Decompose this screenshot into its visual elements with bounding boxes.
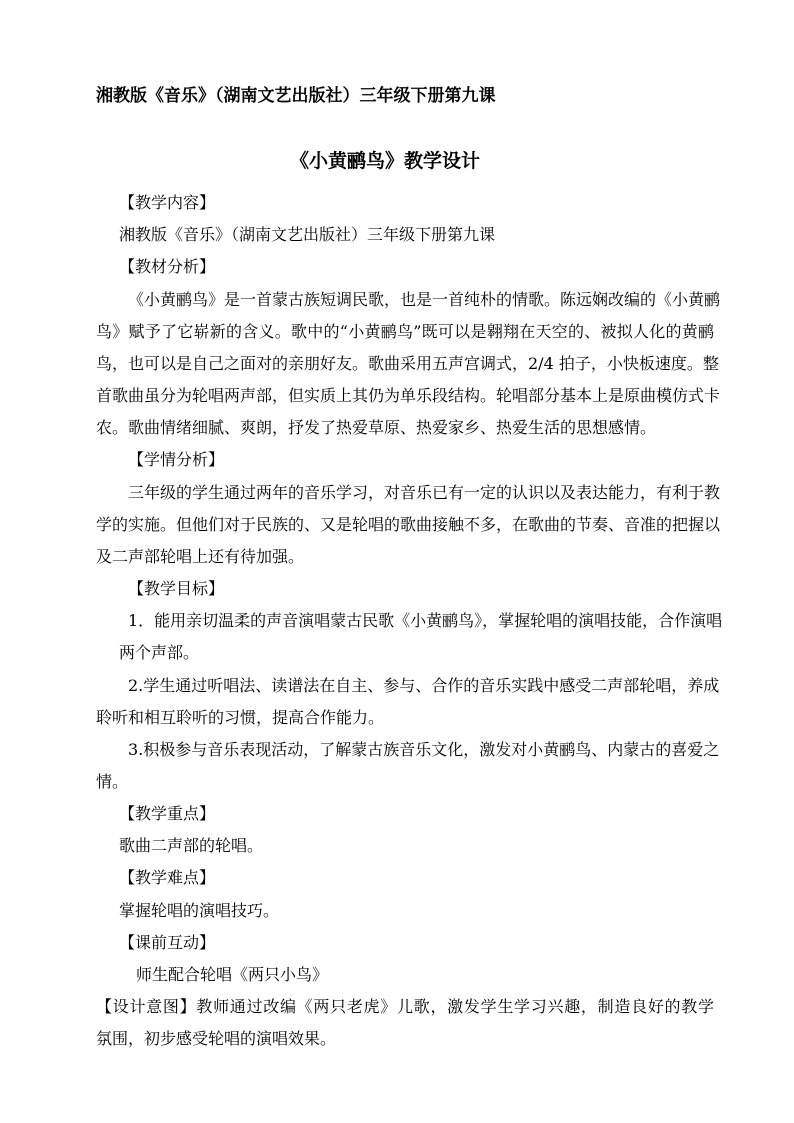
goal-2-line: 2.学生通过听唱法、读谱法在自主、参与、合作的音乐实践中感受二声部轮唱，养成	[128, 676, 720, 695]
goal-3-line: 情。	[96, 772, 129, 791]
learner-line: 及二声部轮唱上还有待加强。	[96, 547, 305, 566]
design-heading: 【设计意图】	[96, 997, 197, 1016]
learner-line: 三年级的学生通过两年的音乐学习，对音乐已有一定的认识以及表达能力，有利于教	[128, 483, 721, 502]
analysis-line: 鸟，也可以是自己之面对的亲朋好友。歌曲采用五声宫调式，2/4 拍子，小快板速度。整	[96, 354, 719, 373]
goal-2-line: 聆听和相互聆听的习惯，提高合作能力。	[96, 708, 385, 727]
analysis-heading: 【教材分析】	[119, 257, 216, 276]
document-title: 《小黄鹂鸟》教学设计	[290, 150, 481, 172]
analysis-line: 农。歌曲情绪细腻、爽朗，抒发了热爱草原、热爱家乡、热爱生活的思想感情。	[96, 418, 657, 437]
key-text: 歌曲二声部的轮唱。	[119, 836, 264, 855]
analysis-line: 鸟》赋予了它崭新的含义。歌中的“小黄鹂鸟”既可以是翱翔在天空的、被拟人化的黄鹂	[96, 322, 714, 341]
learner-line: 学的实施。但他们对于民族的、又是轮唱的歌曲接触不多，在歌曲的节奏、音准的把握以	[96, 515, 721, 534]
key-heading: 【教学重点】	[119, 804, 216, 823]
interaction-heading: 【课前互动】	[119, 933, 216, 952]
difficulty-text: 掌握轮唱的演唱技巧。	[119, 901, 280, 920]
learner-heading: 【学情分析】	[128, 450, 225, 469]
goal-1-line: 1．能用亲切温柔的声音演唱蒙古民歌《小黄鹂鸟》，掌握轮唱的演唱技能，合作演唱	[128, 611, 723, 630]
interaction-text: 师生配合轮唱《两只小鸟》	[136, 965, 329, 984]
difficulty-heading: 【教学难点】	[119, 868, 216, 887]
design-line: 氛围，初步感受轮唱的演唱效果。	[96, 1029, 337, 1048]
goal-1-line: 两个声部。	[119, 643, 200, 662]
document-header: 湘教版《音乐》（湖南文艺出版社）三年级下册第九课	[96, 86, 496, 106]
content-heading: 【教学内容】	[119, 193, 216, 212]
design-line	[96, 997, 714, 1017]
analysis-line: 首歌曲虽分为轮唱两声部，但实质上其仍为单乐段结构。轮唱部分基本上是原曲模仿式卡	[96, 386, 721, 405]
content-text: 湘教版《音乐》（湖南文艺出版社）三年级下册第九课	[119, 225, 496, 244]
analysis-line: 《小黄鹂鸟》是一首蒙古族短调民歌，也是一首纯朴的情歌。陈远娴改编的《小黄鹂	[128, 290, 721, 309]
goal-3-line: 3.积极参与音乐表现活动，了解蒙古族音乐文化，激发对小黄鹂鸟、内蒙古的喜爱之	[128, 740, 720, 759]
goals-heading: 【教学目标】	[128, 579, 225, 598]
design-text: 教师通过改编《两只老虎》儿歌，激发学生学习兴趣，制造良好的教学	[196, 997, 714, 1016]
